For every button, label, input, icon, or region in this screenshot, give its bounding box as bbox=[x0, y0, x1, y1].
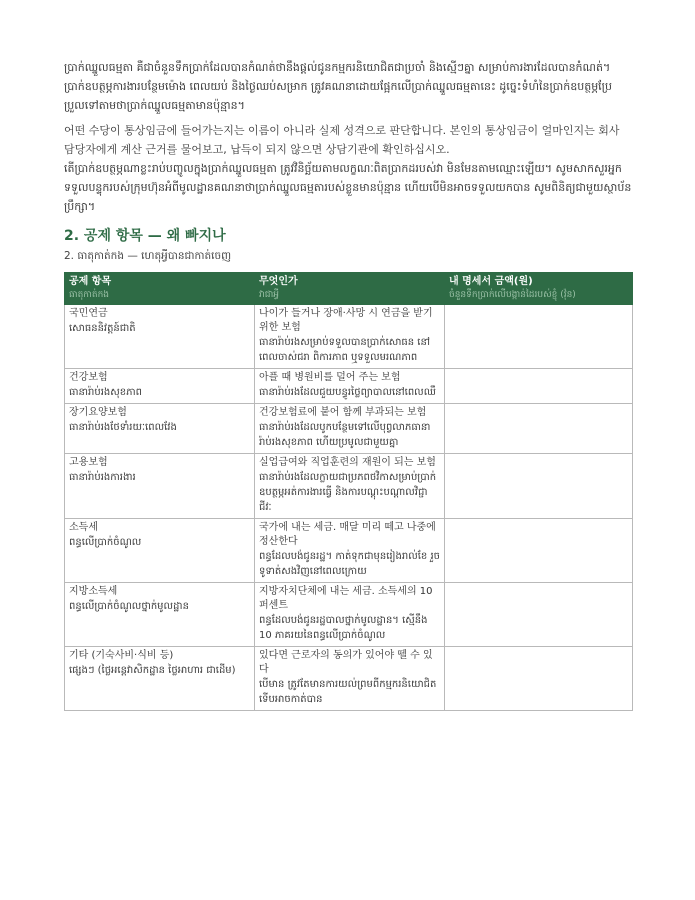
row-item-cell bbox=[65, 369, 255, 404]
row-amount-cell bbox=[445, 519, 633, 583]
deductions-table bbox=[64, 272, 633, 711]
row-amount-cell bbox=[445, 647, 633, 711]
desc-km: ធានារ៉ាប់រងដែលជួយបន្ធូរថ្លៃព្យាបាលនៅពេលឈឺ bbox=[259, 387, 436, 398]
item-km: ផ្សេងៗ (ថ្លៃអន្តេវាសិកដ្ឋាន ថ្លៃអាហារ ជាដើម) bbox=[69, 665, 236, 676]
table-header-row bbox=[65, 273, 633, 305]
row-amount-cell bbox=[445, 454, 633, 519]
item-km: ពន្ធលើប្រាក់ចំណូលថ្នាក់មូលដ្ឋាន bbox=[69, 601, 189, 612]
desc-ko: 아플 때 병원비를 덜어 주는 보험 bbox=[259, 372, 401, 383]
item-ko: 지방소득세 bbox=[69, 586, 118, 597]
desc-ko: 국가에 내는 세금. 매달 미리 떼고 나중에 정산한다 bbox=[259, 522, 436, 547]
table-row bbox=[65, 454, 633, 519]
item-ko: 건강보험 bbox=[69, 372, 108, 383]
row-description-cell bbox=[255, 519, 445, 583]
item-km: ធានារ៉ាប់រងការងារ bbox=[69, 472, 136, 483]
table-row bbox=[65, 305, 633, 369]
row-item-cell bbox=[65, 519, 255, 583]
row-description-cell bbox=[255, 305, 445, 369]
desc-km: ធានារ៉ាប់រងសម្រាប់ទទួលបានប្រាក់សោធន នៅពេលចាស់ជរា ពិការភាព ឬទទួលមរណភាព bbox=[259, 337, 431, 363]
row-amount-cell bbox=[445, 583, 633, 647]
row-item-cell bbox=[65, 583, 255, 647]
table-row bbox=[65, 519, 633, 583]
item-km: សោធននិវត្តន៍ជាតិ bbox=[69, 323, 136, 334]
desc-ko: 지방자치단체에 내는 세금. 소득세의 10 퍼센트 bbox=[259, 586, 433, 611]
desc-km: ពន្ធដែលបង់ជូនរដ្ឋបាលថ្នាក់មូលដ្ឋាន។ ស្មើនឹង 10 ភាគរយនៃពន្ធលើប្រាក់ចំណូល bbox=[259, 615, 428, 641]
desc-ko: 실업급여와 직업훈련의 재원이 되는 보험 bbox=[259, 457, 436, 468]
item-ko: 장기요양보험 bbox=[69, 407, 127, 418]
row-amount-cell bbox=[445, 404, 633, 454]
desc-km: ធានារ៉ាប់រងដែលក្លាយជាប្រភពថវិកាសម្រាប់ប្រាក់ឧបត្ថម្ភអត់ការងារធ្វើ និងការបណ្តុះបណ្តាលវិជ្ជាជីវៈ bbox=[259, 472, 437, 513]
header-amount bbox=[445, 273, 633, 305]
intro-paragraph-khmer: ប្រាក់ឈ្នួលធម្មតា គឺជាចំនួនទឹកប្រាក់ដែលបានកំណត់ថានឹងផ្តល់ជូនកម្មករនិយោជិតជាប្រចាំ និងស្មើៗគ្នា សម្រាប់ការងារដែលបានកំណត់។ ប្រាក់ឧបត្ថម្ភការងារបន្ថែមម៉ោង ពេលយប់ និងថ្ងៃឈប់សម្រាក ត្រូវគណនាដោយផ្អែកលើប្រាក់ឈ្នួលធម្មតានេះ ដូច្នេះទំហំនៃប្រាក់ឧបត្ថម្ភប្រែប្រួលទៅតាមថាប្រាក់ឈ្នួលធម្មតាមានប៉ុន្មាន។ bbox=[64, 61, 612, 112]
page-content bbox=[64, 58, 632, 711]
row-amount-cell bbox=[445, 305, 633, 369]
header-description bbox=[255, 273, 445, 305]
table-row bbox=[65, 583, 633, 647]
header-description-ko: 무엇인가 bbox=[259, 276, 298, 287]
item-km: ពន្ធលើប្រាក់ចំណូល bbox=[69, 537, 142, 548]
table-row bbox=[65, 369, 633, 404]
row-item-cell bbox=[65, 404, 255, 454]
header-item-ko: 공제 항목 bbox=[69, 276, 112, 287]
desc-km: បើមាន ត្រូវតែមានការយល់ព្រមពីកម្មករនិយោជិតទើបអាចកាត់បាន bbox=[259, 679, 437, 705]
row-description-cell bbox=[255, 583, 445, 647]
desc-ko: 나이가 들거나 장애·사망 시 연금을 받기 위한 보험 bbox=[259, 308, 433, 333]
item-ko: 고용보험 bbox=[69, 457, 108, 468]
header-item-km: ធាតុកាត់កង bbox=[69, 290, 109, 300]
row-description-cell bbox=[255, 647, 445, 711]
intro-paragraph-khmer-2: តើប្រាក់ឧបត្ថម្ភណាខ្លះរាប់បញ្ចូលក្នុងប្រាក់ឈ្នួលធម្មតា ត្រូវវិនិច្ឆ័យតាមលក្ខណៈពិតប្រាកដរបស់វា មិនមែនតាមឈ្មោះឡើយ។ សូមសាកសួរអ្នកទទួលបន្ទុករបស់ក្រុមហ៊ុនអំពីមូលដ្ឋានគណនាថាប្រាក់ឈ្នួលធម្មតារបស់ខ្លួនមានប៉ុន្មាន ហើយបើមិនអាចទទួលយកបាន សូមពិនិត្យជាមួយស្ថាប័នប្រឹក្សា។ bbox=[64, 162, 632, 213]
desc-km: ធានារ៉ាប់រងដែលបូកបន្ថែមទៅលើបុព្វលាភធានារ៉ាប់រងសុខភាព ហើយប្រមូលជាមួយគ្នា bbox=[259, 422, 431, 448]
row-description-cell bbox=[255, 369, 445, 404]
desc-km: ពន្ធដែលបង់ជូនរដ្ឋ។ កាត់ទុកជាមុនរៀងរាល់ខែ រួចទូទាត់សងវិញនៅពេលក្រោយ bbox=[259, 551, 440, 577]
row-item-cell bbox=[65, 454, 255, 519]
header-amount-km: ចំនួនទឹកប្រាក់លើបង្កាន់ដៃរបស់ខ្ញុំ (វ៉ុន) bbox=[449, 290, 576, 300]
row-item-cell bbox=[65, 647, 255, 711]
row-amount-cell bbox=[445, 369, 633, 404]
item-ko: 소득세 bbox=[69, 522, 98, 533]
section-subtitle: 2. ធាតុកាត់កង — ហេតុអ្វីបានជាកាត់ចេញ bbox=[64, 250, 232, 262]
item-ko: 국민연금 bbox=[69, 308, 108, 319]
section-title: 2. 공제 항목 — 왜 빠지나 bbox=[64, 228, 226, 244]
table-row bbox=[65, 647, 633, 711]
header-description-km: វាជាអ្វី bbox=[259, 290, 279, 300]
row-description-cell bbox=[255, 404, 445, 454]
row-item-cell bbox=[65, 305, 255, 369]
row-description-cell bbox=[255, 454, 445, 519]
item-km: ធានារ៉ាប់រងថែទាំរយៈពេលវែង bbox=[69, 422, 177, 433]
desc-ko: 있다면 근로자의 동의가 있어야 뗄 수 있다 bbox=[259, 650, 433, 675]
table-row bbox=[65, 404, 633, 454]
item-ko: 기타 (기숙사비·식비 등) bbox=[69, 650, 174, 661]
item-km: ធានារ៉ាប់រងសុខភាព bbox=[69, 387, 142, 398]
header-item bbox=[65, 273, 255, 305]
header-amount-ko: 내 명세서 금액(원) bbox=[449, 276, 533, 287]
desc-ko: 건강보험료에 붙어 함께 부과되는 보험 bbox=[259, 407, 427, 418]
intro-paragraph-korean: 어떤 수당이 통상임금에 들어가는지는 이름이 아니라 실제 성격으로 판단합니다. 본인의 통상임금이 얼마인지는 회사 담당자에게 계산 근거를 물어보고, 납득이 되지 않으면 상담기관에 확인하십시오. bbox=[64, 124, 620, 156]
